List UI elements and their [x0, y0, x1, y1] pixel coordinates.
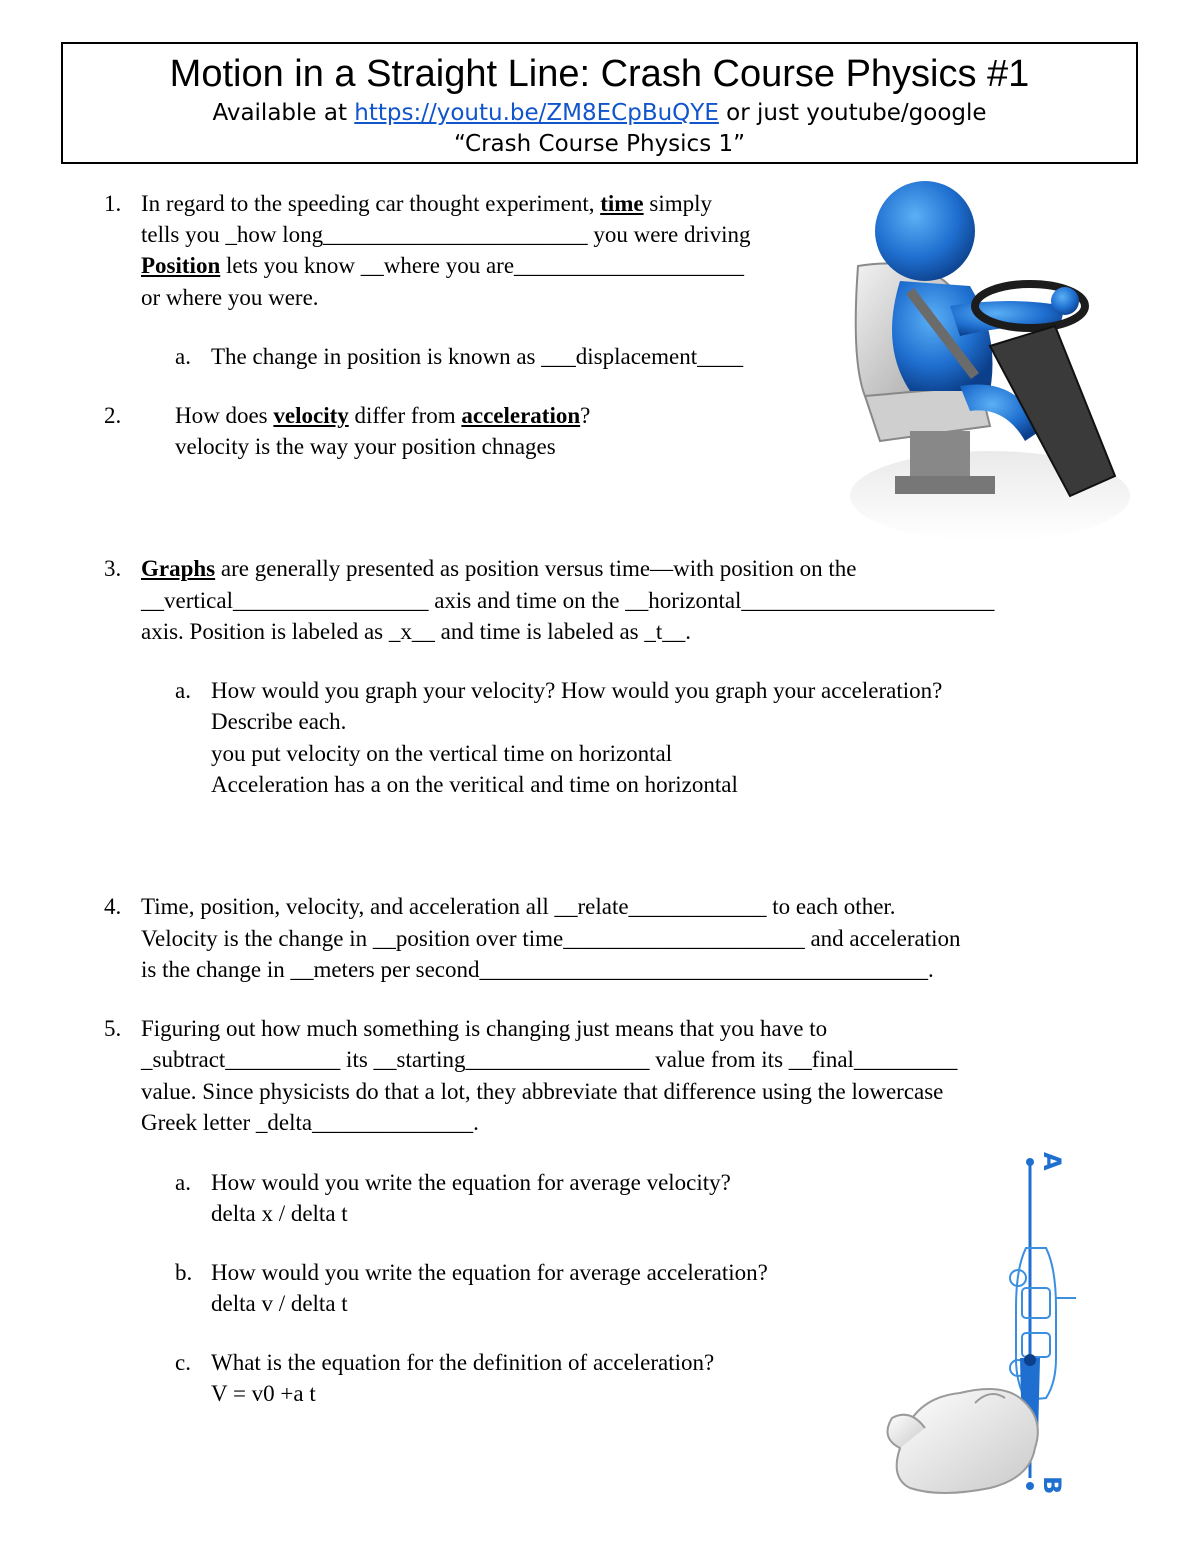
q3-line-2: __vertical_________________ axis and time on the __horizontal______________________ — [141, 588, 995, 613]
q1a-text: The change in position is known as ___displacement____ — [211, 344, 744, 369]
q1-line-1 — [141, 189, 712, 219]
q3-number: 3. — [104, 556, 122, 581]
availability-line — [63, 98, 1136, 128]
q5c-letter: c. — [175, 1350, 191, 1375]
header-box — [61, 42, 1138, 164]
q3-term-graphs: Graphs — [141, 556, 216, 581]
q5-number: 5. — [104, 1016, 122, 1041]
q5-line-2: _subtract__________ its __starting________________ value from its __final_________ — [141, 1047, 958, 1072]
q1-term-time: time — [600, 191, 644, 216]
label-a: A — [1038, 1152, 1066, 1171]
q1-text-c: simply — [643, 191, 712, 216]
video-link[interactable]: https://youtu.be/ZM8ECpBuQYE — [354, 100, 719, 126]
q1-text-position: lets you know __where you are____________________ — [220, 253, 745, 278]
car-outline-icon — [1010, 1248, 1076, 1400]
q1-line-2: tells you _how long_______________________ you were driving — [141, 222, 751, 247]
q2-number: 2. — [104, 403, 122, 428]
q2-answer: velocity is the way your position chnages — [175, 434, 556, 459]
q1a-letter: a. — [175, 344, 191, 369]
q3a-line-4: Acceleration has a on the veritical and time on horizontal — [211, 772, 738, 797]
q2-text-e: ? — [580, 403, 591, 428]
hand-moving-car-on-line-icon — [880, 1148, 1100, 1508]
q3a-line-2: Describe each. — [211, 709, 347, 734]
q3a-letter: a. — [175, 678, 191, 703]
q3a-line-1: How would you graph your velocity? How would you graph your acceleration? — [211, 678, 943, 703]
available-prefix: Available at — [212, 100, 355, 126]
q4-line-2: Velocity is the change in __position over time_____________________ and acceleration — [141, 926, 961, 951]
q5-line-4: Greek letter _delta______________. — [141, 1110, 479, 1135]
label-b: B — [1038, 1476, 1066, 1495]
q4-number: 4. — [104, 894, 122, 919]
q3a-line-3: you put velocity on the vertical time on horizontal — [211, 741, 673, 766]
q4-line-1: Time, position, velocity, and acceleration all __relate____________ to each other. — [141, 894, 896, 919]
q1-text-a: In regard to the speeding car thought experiment, — [141, 191, 601, 216]
q3-line-1 — [141, 554, 856, 584]
q5c-answer: V = v0 +a t — [211, 1381, 316, 1406]
q5c-question: What is the equation for the definition of acceleration? — [211, 1350, 715, 1375]
page-subtitle: “Crash Course Physics 1” — [453, 131, 746, 157]
available-suffix: or just youtube/google — [718, 100, 987, 126]
q2-term-acceleration: acceleration — [461, 403, 581, 428]
q2-text-a: How does — [175, 403, 274, 428]
q4-line-3: is the change in __meters per second_______________________________________. — [141, 957, 934, 982]
q3-line-3: axis. Position is labeled as _x__ and time is labeled as _t__. — [141, 619, 692, 644]
q1-line-4: or where you were. — [141, 285, 319, 310]
q2-line-1 — [175, 401, 590, 431]
q5a-question: How would you write the equation for average velocity? — [211, 1170, 731, 1195]
q5b-answer: delta v / delta t — [211, 1291, 348, 1316]
q5b-letter: b. — [175, 1260, 193, 1285]
q1-number: 1. — [104, 191, 122, 216]
q5a-answer: delta x / delta t — [211, 1201, 348, 1226]
page-title: Motion in a Straight Line: Crash Course Physics #1 — [169, 53, 1030, 95]
q5-line-1: Figuring out how much something is changing just means that you have to — [141, 1016, 828, 1041]
q2-term-velocity: velocity — [273, 403, 349, 428]
q2-text-c: differ from — [348, 403, 462, 428]
q5a-letter: a. — [175, 1170, 191, 1195]
q1-term-position: Position — [141, 253, 221, 278]
q5b-question: How would you write the equation for average acceleration? — [211, 1260, 768, 1285]
q3-text-b: are generally presented as position versus time—with position on the — [215, 556, 857, 581]
blue-figure-driving-icon — [840, 176, 1130, 556]
q1-line-3 — [141, 251, 744, 281]
q5-line-3: value. Since physicists do that a lot, they abbreviate that difference using the lowercase — [141, 1079, 944, 1104]
